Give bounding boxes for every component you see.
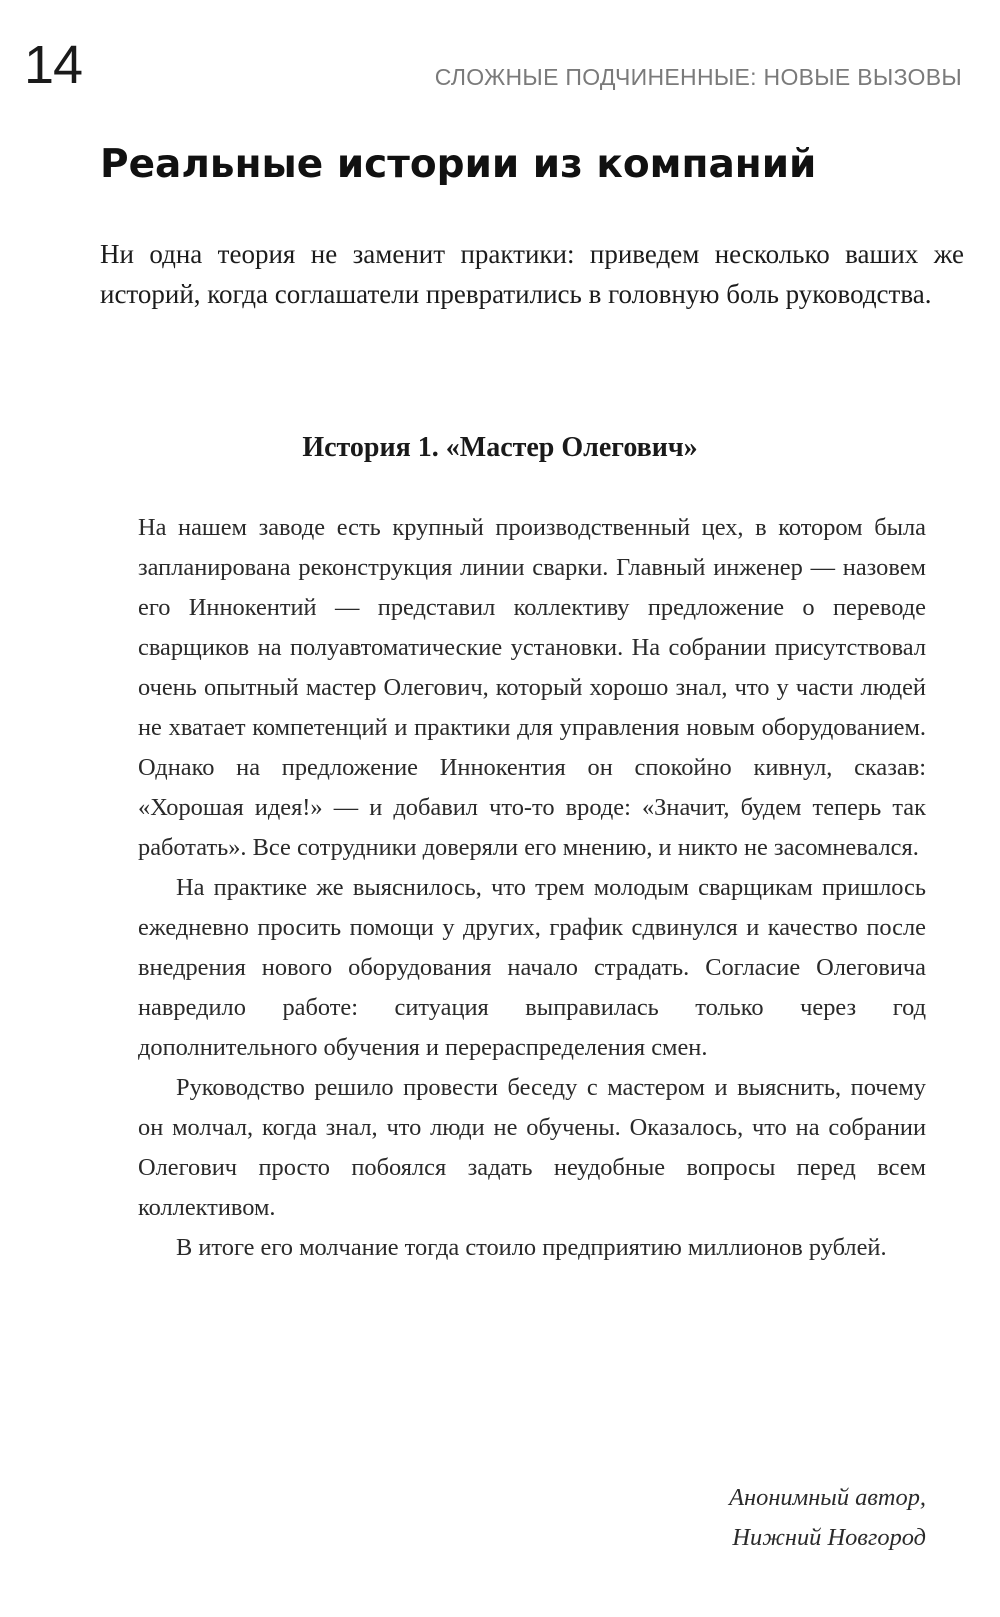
story-signature xyxy=(729,1478,926,1558)
signature-city: Нижний Новгород xyxy=(732,1524,926,1551)
running-head: СЛОЖНЫЕ ПОДЧИНЕННЫЕ: НОВЫЕ ВЫЗОВЫ xyxy=(434,64,962,90)
section-title: Реальные истории из компаний xyxy=(100,142,817,187)
story-paragraph-3: Руководство решило провести беседу с мастером и выяснить, почему он молчал, когда знал, что люди не обучены. Оказалось, что на собрании Олегович просто побоялся задать неудобные вопросы перед всем коллективом. xyxy=(138,1074,926,1221)
story-paragraph-1: На нашем заводе есть крупный производственный цех, в котором была запланирована реконструкция линии сварки. Главный инженер — назовем его Иннокентий — представил коллективу предложение о переводе сварщиков на полуавтоматические установки. На собрании присутствовал очень опытный мастер Олегович, который хорошо знал, что у части людей не хватает компетенций и практики для управления новым оборудованием. Однако на предложение Иннокентия он спокойно кивнул, сказав: «Хорошая идея!» — и добавил что-то вроде: «Значит, будем теперь так работать». Все сотрудники доверяли его мнению, и никто не засомневался. xyxy=(138,514,926,861)
story-paragraph-4: В итоге его молчание тогда стоило предприятию миллионов рублей. xyxy=(176,1234,887,1261)
story-body xyxy=(138,508,926,1268)
story-paragraph-2: На практике же выяснилось, что трем молодым сварщикам пришлось ежедневно просить помощи у других, график сдвинулся и качество после внедрения нового оборудования начало страдать. Согласие Олеговича навредило работе: ситуация выправилась только через год дополнительного обучения и перераспределения смен. xyxy=(138,874,926,1061)
page-number: 14 xyxy=(24,35,83,95)
signature-author: Анонимный автор, xyxy=(729,1484,926,1511)
story-title: История 1. «Мастер Олегович» xyxy=(302,432,698,463)
intro-paragraph: Ни одна теория не заменит практики: приведем несколько ваших же историй, когда соглашатели превратились в головную боль руководства. xyxy=(100,239,964,309)
